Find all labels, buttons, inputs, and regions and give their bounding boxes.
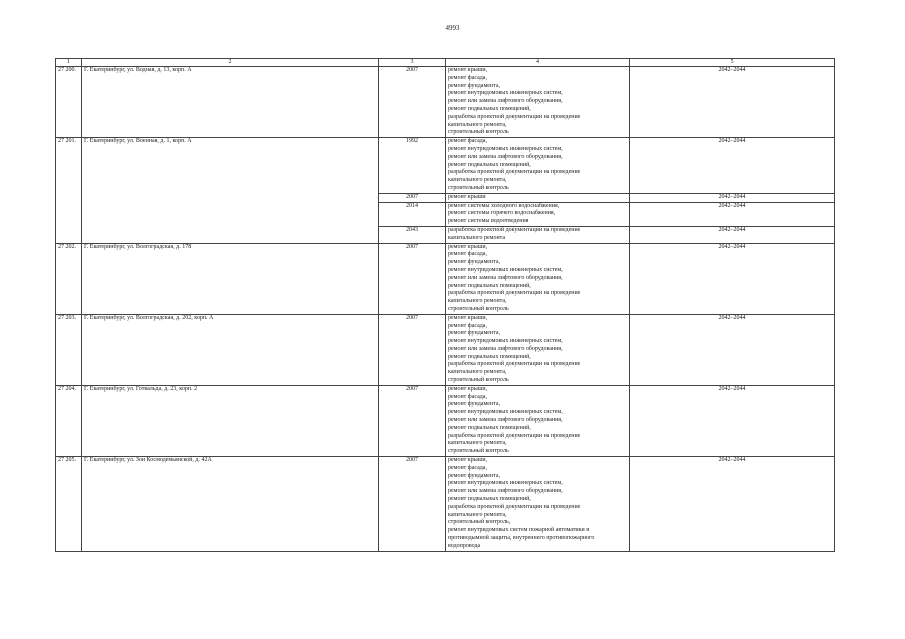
planned-period-cell: 2042–2044: [630, 193, 835, 202]
work-item: ремонт или замена лифтового оборудования,: [448, 153, 563, 160]
work-item: разработка проектной документации на проведение: [448, 169, 581, 176]
building-address: Г. Екатеринбург, ул. Волгоградская, д. 202, корп. А: [82, 314, 379, 385]
planned-period-cell: 2042–2044: [630, 457, 835, 552]
work-item: разработка проектной документации на проведение: [448, 290, 581, 297]
building-address: Г. Екатеринбург, ул. Готвальда, д. 23, корп. 2: [82, 385, 379, 456]
year-cell: 2007: [379, 385, 446, 456]
work-item: ремонт подвальных помещений,: [448, 424, 531, 431]
year-cell: 2007: [379, 314, 446, 385]
year-cell: 2007: [379, 67, 446, 138]
building-address: Г. Екатеринбург, ул. Зои Космодемьянской, д. 42А: [82, 457, 379, 552]
table-row: [56, 385, 835, 456]
work-item: ремонт подвальных помещений,: [448, 161, 531, 168]
work-item: ремонт фундамента,: [448, 330, 500, 337]
planned-period-cell: 2042–2044: [630, 67, 835, 138]
works-cell: [446, 314, 630, 385]
table-row: [56, 243, 835, 314]
building-address: Г. Екатеринбург, ул. Волгоградская, д. 178: [82, 243, 379, 314]
work-item: ремонт внутридомовых систем пожарной автоматики и: [448, 527, 590, 534]
planned-period-cell: 2042–2044: [630, 202, 835, 226]
work-item: ремонт подвальных помещений,: [448, 496, 531, 503]
work-item: ремонт или замена лифтового оборудования,: [448, 345, 563, 352]
planned-period-cell: 2042–2044: [630, 226, 835, 243]
column-header-3: 3: [379, 59, 446, 67]
work-item: ремонт или замена лифтового оборудования,: [448, 274, 563, 281]
works-cell: [446, 67, 630, 138]
work-item: капитального ремонта: [448, 234, 506, 241]
work-item: водопровода: [448, 542, 481, 549]
row-number: 27 201.: [56, 138, 82, 243]
work-item: ремонт крыши,: [448, 385, 488, 392]
work-item: строительный контроль: [448, 377, 509, 384]
year-cell: 2007: [379, 243, 446, 314]
work-item: строительный контроль,: [448, 519, 511, 526]
work-item: ремонт внутридомовых инженерных систем,: [448, 409, 563, 416]
work-item: разработка проектной документации на проведение: [448, 226, 581, 233]
work-item: ремонт системы водоотведения: [448, 218, 529, 225]
work-item: ремонт крыши: [448, 193, 486, 200]
work-item: ремонт фасада,: [448, 74, 487, 81]
works-cell: [446, 457, 630, 552]
year-cell: 1992: [379, 138, 446, 194]
row-number: 27 204.: [56, 385, 82, 456]
work-item: ремонт фасада,: [448, 251, 487, 258]
work-item: ремонт крыши,: [448, 243, 488, 250]
work-item: ремонт или замена лифтового оборудования,: [448, 98, 563, 105]
work-item: ремонт внутридомовых инженерных систем,: [448, 480, 563, 487]
works-cell: [446, 243, 630, 314]
work-item: капитального ремонта,: [448, 177, 507, 184]
work-item: ремонт фундамента,: [448, 82, 500, 89]
year-cell: 2007: [379, 193, 446, 202]
work-item: ремонт или замена лифтового оборудования,: [448, 417, 563, 424]
work-item: разработка проектной документации на проведение: [448, 432, 581, 439]
row-number: 27 200.: [56, 67, 82, 138]
work-item: капитального ремонта,: [448, 298, 507, 305]
work-item: капитального ремонта,: [448, 511, 507, 518]
row-number: 27 205.: [56, 457, 82, 552]
table-body: [56, 67, 835, 552]
work-item: ремонт фундамента,: [448, 259, 500, 266]
work-item: ремонт подвальных помещений,: [448, 105, 531, 112]
work-item: ремонт фасада,: [448, 464, 487, 471]
work-item: ремонт крыши,: [448, 314, 488, 321]
work-item: ремонт системы горячего водоснабжения,: [448, 210, 556, 217]
work-item: капитального ремонта,: [448, 121, 507, 128]
planned-period-cell: 2042–2044: [630, 314, 835, 385]
work-item: строительный контроль: [448, 184, 509, 191]
work-item: строительный контроль: [448, 129, 509, 136]
header-row: [56, 59, 835, 67]
work-item: разработка проектной документации на проведение: [448, 361, 581, 368]
work-item: строительный контроль: [448, 305, 509, 312]
work-item: ремонт подвальных помещений,: [448, 353, 531, 360]
work-item: ремонт фасада,: [448, 393, 487, 400]
row-number: 27 203.: [56, 314, 82, 385]
year-cell: 2043: [379, 226, 446, 243]
work-item: ремонт внутридомовых инженерных систем,: [448, 338, 563, 345]
work-item: ремонт фундамента,: [448, 472, 500, 479]
column-header-1: 1: [56, 59, 82, 67]
year-cell: 2014: [379, 202, 446, 226]
work-item: разработка проектной документации на проведение: [448, 503, 581, 510]
works-cell: [446, 385, 630, 456]
works-cell: [446, 193, 630, 202]
table-row: [56, 138, 835, 194]
work-item: противодымной защиты, внутреннего противопожарного: [448, 535, 595, 542]
work-item: строительный контроль: [448, 448, 509, 455]
planned-period-cell: 2042–2044: [630, 243, 835, 314]
work-item: ремонт фасада,: [448, 322, 487, 329]
work-item: капитального ремонта,: [448, 369, 507, 376]
row-number: 27 202.: [56, 243, 82, 314]
work-item: разработка проектной документации на проведение: [448, 113, 581, 120]
column-header-2: 2: [82, 59, 379, 67]
work-item: ремонт внутридомовых инженерных систем,: [448, 90, 563, 97]
work-item: ремонт или замена лифтового оборудования,: [448, 488, 563, 495]
table-row: [56, 457, 835, 552]
work-item: ремонт крыши,: [448, 457, 488, 464]
planned-period-cell: 2042–2044: [630, 138, 835, 194]
work-item: капитального ремонта,: [448, 440, 507, 447]
work-item: ремонт внутридомовых инженерных систем,: [448, 266, 563, 273]
building-address: Г. Екатеринбург, ул. Военная, д. 1, корп. А: [82, 138, 379, 243]
work-item: ремонт подвальных помещений,: [448, 282, 531, 289]
repair-schedule-table: [55, 58, 835, 552]
page-number: 4993: [445, 24, 460, 32]
work-item: ремонт фасада,: [448, 138, 487, 145]
works-cell: [446, 138, 630, 194]
work-item: ремонт внутридомовых инженерных систем,: [448, 145, 563, 152]
table-row: [56, 314, 835, 385]
work-item: ремонт системы холодного водоснабжения,: [448, 202, 560, 209]
works-cell: [446, 226, 630, 243]
building-address: Г. Екатеринбург, ул. Водная, д. 13, корп. А: [82, 67, 379, 138]
column-header-4: 4: [446, 59, 630, 67]
work-item: ремонт крыши,: [448, 67, 488, 73]
work-item: ремонт фундамента,: [448, 401, 500, 408]
works-cell: [446, 202, 630, 226]
column-header-5: 5: [630, 59, 835, 67]
year-cell: 2007: [379, 457, 446, 552]
table-row: [56, 67, 835, 138]
planned-period-cell: 2042–2044: [630, 385, 835, 456]
